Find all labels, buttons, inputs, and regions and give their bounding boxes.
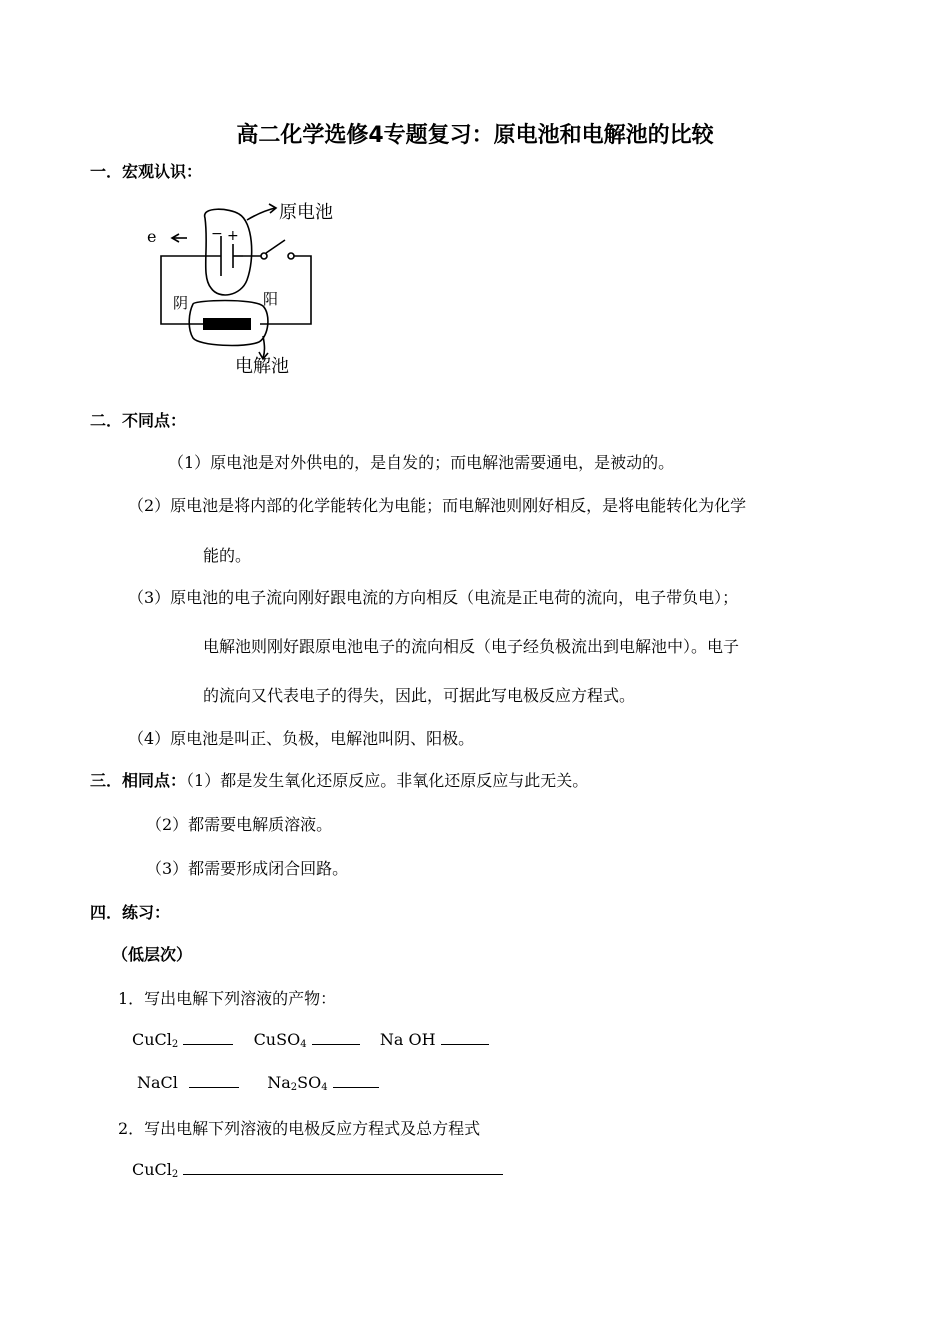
switch-contact bbox=[261, 253, 267, 259]
question-1: 1．写出电解下列溶液的产物： bbox=[118, 989, 337, 1008]
primary-cell-arrow bbox=[247, 208, 275, 220]
difference-3-line-1: （3）原电池的电子流向刚好跟电流的方向相反（电流是正电荷的流向，电子带负电）； bbox=[128, 588, 739, 607]
difference-4: （4）原电池是叫正、负极，电解池叫阴、阳极。 bbox=[128, 729, 475, 748]
electrolytic-cell-arrow bbox=[263, 336, 265, 358]
primary-cell-outline bbox=[205, 209, 252, 295]
similarity-1: （1）都是发生氧化还原反应。非氧化还原反应与此无关。 bbox=[186, 771, 589, 790]
section-1-heading: 一．宏观认识： bbox=[90, 162, 203, 181]
formula-na2so4: $Na_2SO_4$ bbox=[267, 1073, 328, 1093]
answer-blank-cucl2[interactable] bbox=[183, 1030, 233, 1045]
page-title: 高二化学选修4专题复习：原电池和电解池的比较 bbox=[236, 123, 714, 148]
difference-3-line-2: 电解池则刚好跟原电池电子的流向相反（电子经负极流出到电解池中）。电子 bbox=[203, 637, 740, 656]
label-anode: 阳 bbox=[263, 290, 279, 308]
switch-contact-2 bbox=[288, 253, 294, 259]
switch-lever bbox=[266, 240, 285, 253]
question-1-row-2 bbox=[137, 1073, 379, 1093]
section-3-line-1 bbox=[90, 768, 588, 791]
section-2-heading: 二．不同点： bbox=[90, 411, 187, 430]
answer-blank-na2so4[interactable] bbox=[333, 1073, 379, 1088]
similarity-3: （3）都需要形成闭合回路。 bbox=[146, 859, 349, 878]
electrode-bar bbox=[203, 318, 251, 330]
answer-blank-nacl[interactable] bbox=[189, 1073, 239, 1088]
formula-cuso4: CuSO$_4$ bbox=[253, 1030, 307, 1050]
circuit-wire bbox=[161, 256, 223, 324]
question-2-row bbox=[132, 1160, 503, 1180]
difference-3-line-3: 的流向又代表电子的得失，因此，可据此写电极反应方程式。 bbox=[203, 686, 636, 705]
question-2: 2．写出电解下列溶液的电极反应方程式及总方程式 bbox=[118, 1119, 481, 1138]
question-1-row-1 bbox=[132, 1030, 489, 1050]
section-4-heading: 四．练习： bbox=[90, 903, 171, 922]
answer-blank-cucl2-equation[interactable] bbox=[183, 1160, 503, 1175]
cell-diagram bbox=[135, 188, 355, 378]
formula-cucl2: CuCl$_2$ bbox=[132, 1030, 179, 1050]
section-3-heading: 三．相同点： bbox=[90, 771, 187, 790]
difference-1: （1）原电池是对外供电的，是自发的；而电解池需要通电，是被动的。 bbox=[168, 453, 675, 472]
difference-2-line-2: 能的。 bbox=[203, 546, 252, 565]
answer-blank-cuso4[interactable] bbox=[312, 1030, 360, 1045]
formula-naoh: Na OH bbox=[379, 1030, 436, 1049]
label-minus: − bbox=[211, 226, 223, 242]
answer-blank-naoh[interactable] bbox=[441, 1030, 489, 1045]
label-cathode: 阴 bbox=[173, 294, 189, 312]
formula-nacl: NaCl bbox=[137, 1073, 178, 1092]
label-primary-cell: 原电池 bbox=[279, 202, 333, 223]
practice-level: （低层次） bbox=[112, 945, 193, 964]
similarity-2: （2）都需要电解质溶液。 bbox=[146, 815, 333, 834]
label-electrolytic-cell: 电解池 bbox=[235, 356, 289, 377]
label-e: e bbox=[147, 227, 157, 246]
label-plus: + bbox=[227, 228, 239, 244]
formula-cucl2-q2: CuCl$_2$ bbox=[132, 1160, 179, 1180]
difference-2-line-1: （2）原电池是将内部的化学能转化为电能；而电解池则刚好相反，是将电能转化为化学 bbox=[128, 496, 747, 515]
